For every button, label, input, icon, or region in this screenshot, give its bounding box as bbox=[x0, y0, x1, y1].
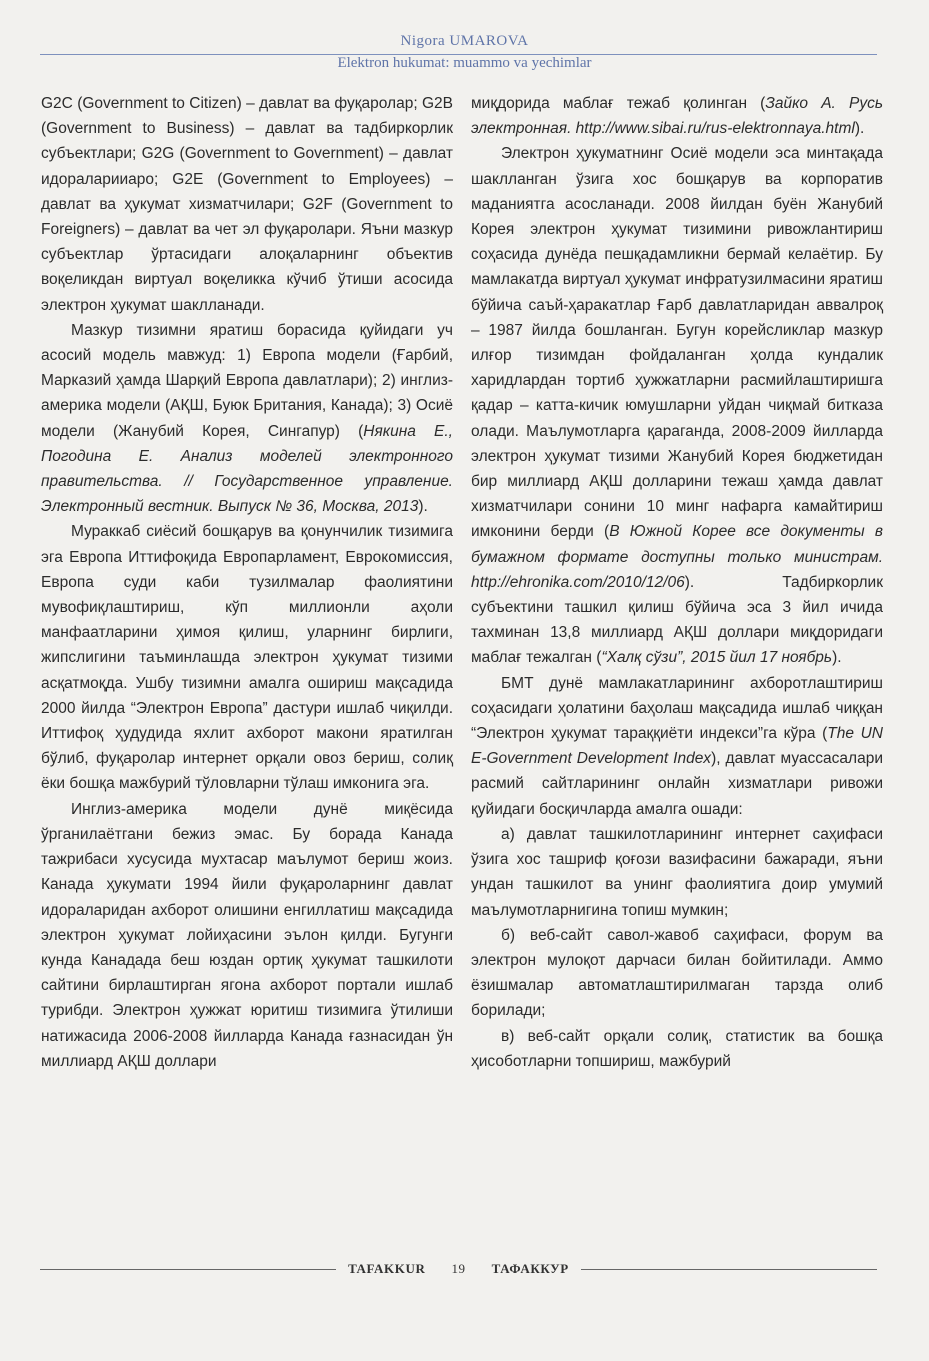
header-subtitle: Elektron hukumat: muammo va yechimlar bbox=[337, 55, 592, 71]
page-header bbox=[0, 33, 929, 72]
citation: Някина Е., Погодина Е. Анализ моделей электронного правительства. // Государственное управление. Электронный вестник. Выпуск № 36, Москва, 2013 bbox=[41, 422, 453, 516]
page-number: 19 bbox=[451, 1261, 466, 1276]
right-column bbox=[471, 91, 883, 1074]
header-rule bbox=[40, 54, 877, 55]
paragraph: миқдорида маблағ тежаб қолинган (Зайко А. Русь электронная. http://www.sibai.ru/rus-elektronnaya.html). bbox=[471, 95, 883, 138]
header-author: Nigora UMAROVA bbox=[400, 33, 529, 49]
paragraph: БМТ дунё мамлакатларининг ахборотлаштириш соҳасидаги ҳолатини баҳолаш мақсадида ишлаб чиққан “Электрон ҳукумат тараққиёти индекси”га кўра (The UN E-Government Development Index), давлат муассасалари расмий сайтларининг онлайн хизматлари ривожи қуйидаги босқичларда амалга ошади: bbox=[471, 674, 883, 818]
paragraph: G2C (Government to Citizen) – давлат ва фуқаролар; G2B (Government to Business) – давлат ва тадбиркорлик субъектлари; G2G (Government to Government) – давлат идораларииаро; G2E (Government to Employees) – давлат ва ҳукумат хизматчилари; G2F (Government to Foreigners) – давлат ва чет эл фуқаролари. Яъни мазкур субъектлар ўртасидаги алоқаларнинг объектив воқеликдан виртуал воқеликка кўчиб ўтиши асосида электрон ҳукумат шаклланади. bbox=[41, 95, 453, 314]
list-item: б) веб-сайт савол-жавоб саҳифаси, форум ва электрон мулоқот дарчаси билан бойитилади. Аммо ёзишмалар автоматлаштирилмаган тарзда олиб борилади; bbox=[471, 926, 883, 1020]
page-footer bbox=[40, 1261, 877, 1277]
citation: В Южной Корее все документы в бумажном формате доступны только министрам. http://ehronika.com/2010/12/06 bbox=[471, 523, 883, 591]
list-item: а) давлат ташкилотларининг интернет саҳифаси ўзига хос ташриф қоғози вазифасини бажаради, яъни ундан ташкилот ва унинг фаолиятига доир умумий маълумотларнигина топиш мумкин; bbox=[471, 825, 883, 919]
citation: “Халқ сўзи”, 2015 йил 17 ноябрь bbox=[601, 649, 833, 667]
paragraph: Электрон ҳукуматнинг Осиё модели эса минтақада шаклланган ўзига хос бошқарув ва корпоратив маданиятга асосланади. 2008 йилдан буён Жанубий Корея электрон ҳукумат тизимини ривожлантириш соҳасида дунёда пешқадамликни бермай келаётир. Бу мамлакатда виртуал ҳукумат инфратузилмасини яратиш бўйича саъй-ҳаракатлар Ғарб давлатларидан аввалроқ – 1987 йилда бошланган. Бугун корейсликлар мазкур илғор тизимдан фойдаланган ҳолда кундалик харидлардан тортиб ҳужжатларни расмийлаштиришга қадар – катта-кичик юмушларни уйдан чиқмай битказа олади. Маълумотларга қараганда, 2008-2009 йилларда электрон ҳукумат тизими Жанубий Корея бюджетидан бир миллиард АҚШ долларини тежаш ҳамда давлат хизматчилари сонини 10 минг нафарга камайтириш имконини берди (В Южной Корее все документы в бумажном формате доступны только министрам. http://ehronika.com/2010/12/06). Тадбиркорлик субъектини ташкил қилиш бўйича эса 3 йил ичида тахминан 13,8 миллиард АҚШ доллари миқдоридаги маблағ тежалган (“Халқ сўзи”, 2015 йил 17 ноябрь). bbox=[471, 145, 883, 667]
citation: The UN E-Government Development Index bbox=[471, 725, 883, 768]
footer-rule-right bbox=[581, 1269, 877, 1270]
citation: Зайко А. Русь электронная. http://www.sibai.ru/rus-elektronnaya.html bbox=[471, 95, 883, 138]
footer-journal-cyrillic: ТАФАККУР bbox=[491, 1261, 569, 1276]
paragraph: Инглиз-америка модели дунё миқёсида ўрганилаётгани бежиз эмас. Бу борада Канада тажрибаси хусусида мухтасар маълумот бериш жоиз. Канада ҳукумати 1994 йили фуқароларнинг давлат идораларидан ахборот олишини енгиллатиш мақсадида электрон ҳукумат лойиҳасини эълон қилди. Бугунги кунда Канадада беш юздан ортиқ ҳукумат ташкилоти сайтини бирлаштирган ягона ахборот портали ишлаб турибди. Электрон ҳужжат юритиш тизимига ўтилиши натижасида 2006-2008 йилларда Канада ғазнасидан ўн миллиард АҚШ доллари bbox=[41, 800, 453, 1070]
list-item: в) веб-сайт орқали солиқ, статистик ва бошқа ҳисоботларни топшириш, мажбурий bbox=[471, 1027, 883, 1070]
paragraph: Мураккаб сиёсий бошқарув ва қонунчилик тизимига эга Европа Иттифоқида Европарламент, Еврокомиссия, Европа суди каби тузилмалар фаолиятини мувофиқлаштириш, кўп миллионли аҳоли манфаатларини ҳимоя қилиш, уларнинг бирлиги, жипслигини таъминлашда электрон ҳукумат тизими асқатмоқда. Ушбу тизимни амалга ошириш мақсадида 2000 йилда “Электрон Европа” дастури ишлаб чиқилди. Иттифоқ ҳудудида яхлит ахборот макони яратилган бўлиб, фуқаролар интернет орқали овоз бериш, солиқ ёки бошқа мажбурий тўловларни тўлаш имконига эга. bbox=[41, 523, 453, 793]
footer-rule-left bbox=[40, 1269, 336, 1270]
footer-journal-latin: TAFAKKUR bbox=[348, 1261, 426, 1276]
left-column bbox=[41, 91, 453, 1074]
paragraph: Мазкур тизимни яратиш борасида қуйидаги уч асосий модель мавжуд: 1) Европа модели (Ғарбий, Марказий ҳамда Шарқий Европа давлатлари); 2) инглиз-америка модели (АҚШ, Буюк Британия, Канада); 3) Осиё модели (Жанубий Корея, Сингапур) (Някина Е., Погодина Е. Анализ моделей электронного правительства. // Государственное управление. Электронный вестник. Выпуск № 36, Москва, 2013). bbox=[41, 321, 453, 516]
